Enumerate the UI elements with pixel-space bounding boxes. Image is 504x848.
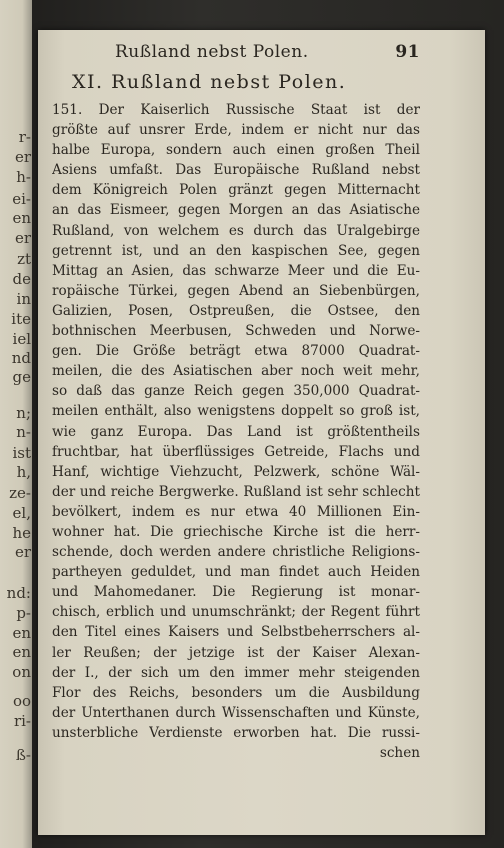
text-line: an das Eismeer, gegen Morgen an das Asiatische	[52, 202, 420, 219]
left-page-fragment: h-	[16, 168, 31, 186]
left-page-fragment: ze-	[9, 484, 31, 502]
text-line: meilen enthält, also wenigstens doppelt so groß ist,	[52, 403, 420, 420]
text-line: größte auf unsrer Erde, indem er nicht nur das	[52, 122, 420, 139]
left-page-fragment: en	[12, 209, 31, 227]
body-text	[52, 100, 420, 763]
text-line: ropäische Türkei, gegen Abend an Siebenbürgen,	[52, 282, 420, 299]
text-line: wie ganz Europa. Das Land ist größtentheils	[52, 423, 420, 440]
chapter-title: XI. Rußland nebst Polen.	[72, 71, 347, 93]
text-line: Asiens umfaßt. Das Europäische Rußland nebst	[52, 162, 420, 179]
text-line: getrennt ist, und an den kaspischen See, gegen	[52, 242, 420, 259]
left-page-fragment: zt	[17, 250, 31, 268]
text-line: unsterbliche Verdienste erworben hat. Die russi-	[52, 724, 420, 741]
left-page-fragment: ge	[12, 368, 31, 386]
left-page-fragment: n;	[16, 404, 31, 422]
text-line: gen. Die Größe beträgt etwa 87000 Quadrat-	[52, 343, 420, 360]
left-page-fragment: ß-	[15, 746, 31, 764]
page-number: 91	[395, 42, 420, 62]
left-page-fragment: ri-	[13, 712, 31, 730]
text-line: der I., der sich um den immer mehr steigenden	[52, 664, 420, 681]
left-page-fragment: r-	[18, 128, 31, 146]
left-page-edge	[0, 0, 32, 848]
left-page-fragment: en	[12, 624, 31, 642]
text-line: fruchtbar, hat überflüssiges Getreide, Flachs und	[52, 443, 420, 460]
text-line: meilen, die des Asiatischen aber noch weit mehr,	[52, 363, 420, 380]
text-line: so daß das ganze Reich gegen 350,000 Quadrat-	[52, 383, 420, 400]
left-page-fragment: ei-	[12, 190, 31, 208]
text-line: ler Reußen; der jetzige ist der Kaiser Alexan-	[52, 644, 420, 661]
left-page-fragment: ite	[11, 310, 31, 328]
left-page-fragment: on	[12, 663, 31, 681]
left-page-fragment: nd	[11, 349, 31, 367]
left-page-fragment: in	[16, 290, 31, 308]
left-page-fragment: nd:	[6, 584, 31, 602]
text-line: halbe Europa, sondern auch einen großen Theil	[52, 142, 420, 159]
text-line: 151. Der Kaiserlich Russische Staat ist der	[52, 102, 420, 118]
left-page-fragment: p-	[16, 604, 31, 622]
page-header	[60, 42, 420, 66]
left-page-fragment: iel	[12, 330, 31, 348]
text-line: der und reiche Bergwerke. Rußland ist sehr schlecht	[52, 483, 420, 500]
text-line: partheyen geduldet, und man findet auch Heiden	[52, 564, 420, 581]
text-line: bothnischen Meerbusen, Schweden und Norwe-	[52, 323, 420, 340]
left-page-fragment: er	[14, 148, 31, 166]
running-head: Rußland nebst Polen.	[115, 42, 309, 62]
text-line: Mittag an Asien, das schwarze Meer und die Eu-	[52, 262, 420, 279]
text-line: der Unterthanen durch Wissenschaften und Künste,	[52, 704, 420, 721]
text-line: schende, doch werden andere christliche Religions-	[52, 544, 420, 561]
left-page-fragment: er	[14, 229, 31, 247]
left-page-fragment: de	[12, 270, 31, 288]
text-line: bevölkert, indem es nur etwa 40 Millionen Ein-	[52, 503, 420, 520]
left-page-fragment: n-	[16, 423, 31, 441]
text-line: Flor des Reichs, besonders um die Ausbildung	[52, 684, 420, 701]
text-line: und Mahomedaner. Die Regierung ist monar-	[52, 584, 420, 601]
left-page-fragment: ist	[12, 444, 31, 462]
text-line: Hanf, wichtige Viehzucht, Pelzwerk, schöne Wäl-	[52, 463, 420, 480]
text-line: wohner hat. Die griechische Kirche ist die herr-	[52, 523, 420, 540]
text-line: Galizien, Posen, Ostpreußen, die Ostsee, den	[52, 302, 420, 319]
left-page-fragment: h,	[16, 463, 31, 481]
left-page-fragment: er	[14, 543, 31, 561]
left-page-fragment: he	[12, 524, 31, 542]
text-line: chisch, erblich und unumschränkt; der Regent führt	[52, 604, 420, 621]
text-line: dem Königreich Polen gränzt gegen Mitternacht	[52, 182, 420, 199]
text-line: schen	[379, 745, 420, 761]
left-page-fragment: el,	[12, 504, 31, 522]
left-page-fragment: oo	[12, 692, 31, 710]
left-page-fragment: en	[12, 643, 31, 661]
text-line: Rußland, von welchem es durch das Uralgebirge	[52, 222, 420, 239]
text-line: den Titel eines Kaisers und Selbstbeherrschers al-	[52, 624, 420, 641]
